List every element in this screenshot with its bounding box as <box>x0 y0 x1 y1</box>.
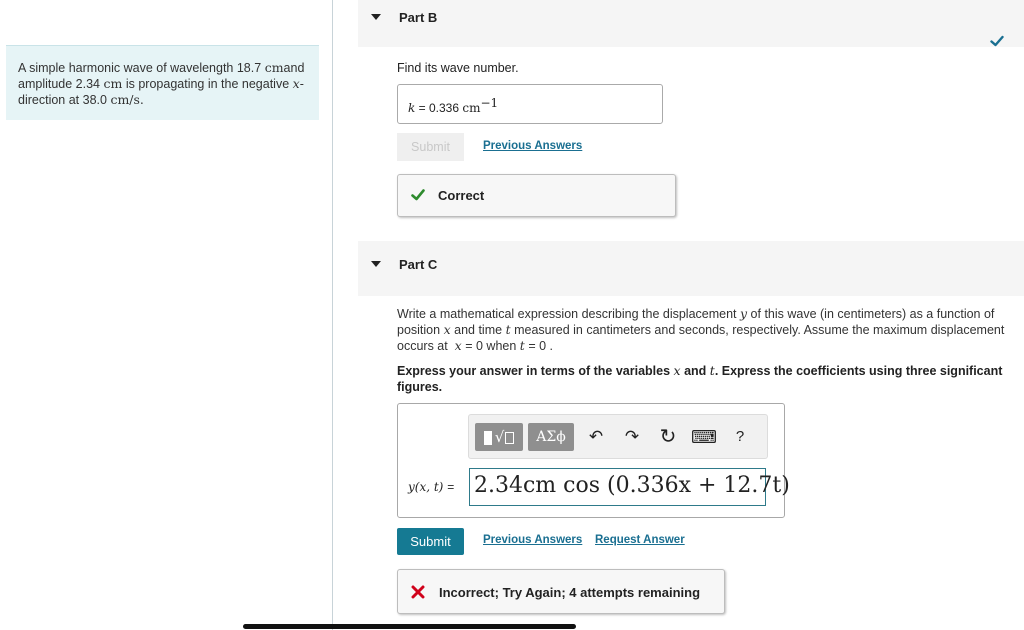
problem-unit: cm <box>264 60 284 75</box>
part-b-header[interactable] <box>358 0 1024 47</box>
equation-sign: = <box>447 480 455 494</box>
part-c-header[interactable] <box>358 241 1024 296</box>
prompt-var: x <box>443 322 451 337</box>
part-c-title: Part C <box>399 257 438 272</box>
redo-icon[interactable]: ↷ <box>624 427 640 446</box>
sqrt-icon: √ <box>494 428 505 446</box>
left-pane <box>0 0 333 630</box>
checkmark-icon <box>411 188 425 202</box>
prompt-var: x <box>454 338 462 353</box>
feedback-text: Incorrect; Try Again; 4 attempts remaining <box>439 585 701 600</box>
prompt-var: t <box>519 338 525 353</box>
problem-text: and amplitude 2.34 <box>18 61 305 91</box>
problem-text: is propagating in the negative <box>125 77 290 91</box>
templates-button[interactable] <box>475 423 523 451</box>
problem-unit: cm <box>103 76 123 91</box>
prompt-var: t <box>505 322 511 337</box>
problem-text: A simple harmonic wave of wavelength 18.7 <box>18 61 262 75</box>
feedback-text: Correct <box>438 188 485 203</box>
math-editor <box>397 403 790 518</box>
keyboard-icon[interactable]: ⌨ <box>691 427 717 447</box>
problem-unit: cm/s. <box>110 92 144 107</box>
prompt-text: and time <box>454 323 503 337</box>
part-b-feedback <box>397 174 676 217</box>
reset-icon[interactable]: ↻ <box>659 426 677 448</box>
part-b-previous-answers-link[interactable]: Previous Answers <box>483 140 583 152</box>
part-b-submit-button[interactable]: Submit <box>397 133 464 161</box>
home-indicator <box>243 624 576 629</box>
part-b-prompt: Find its wave number. <box>397 61 519 75</box>
prompt-text: = 0 when <box>465 339 517 353</box>
instr-var: t <box>709 363 715 378</box>
instr-text: and <box>684 364 707 378</box>
answer-unit: cm <box>462 101 481 115</box>
equation-label <box>408 480 454 494</box>
part-c-submit-button[interactable]: Submit <box>397 528 464 555</box>
equation-lhs: y(x, t) <box>408 480 444 494</box>
caret-down-icon[interactable] <box>371 14 381 20</box>
math-toolbar <box>468 414 768 459</box>
part-b-title: Part B <box>399 10 438 25</box>
undo-icon[interactable]: ↶ <box>588 427 604 446</box>
part-c-previous-answers-link[interactable]: Previous Answers <box>483 534 583 546</box>
instr-text: . Express the coefficients using three significant figures. <box>397 364 1003 394</box>
template-box-icon <box>505 432 514 444</box>
part-c-prompt <box>397 306 1019 354</box>
answer-value: 0.336 <box>428 101 460 115</box>
prompt-text: measured in cantimeters and seconds, respectively. Assume the maximum displacement occurs at <box>397 323 1005 353</box>
problem-statement <box>6 45 319 120</box>
part-c-feedback <box>397 569 725 614</box>
equation-input[interactable]: 2.34cm cos (0.336x + 12.7t) <box>469 468 766 506</box>
checkmark-icon <box>990 34 1004 48</box>
answer-variable: k <box>408 101 416 115</box>
template-block-icon <box>484 431 492 445</box>
prompt-text: = 0 . <box>528 339 553 353</box>
help-icon[interactable]: ? <box>735 428 745 445</box>
prompt-var: y <box>740 306 748 321</box>
instr-var: x <box>673 363 681 378</box>
part-c-instructions <box>397 363 1019 395</box>
answer-equals: = <box>418 101 426 115</box>
prompt-text: of this wave (in centimeters) as a function of position <box>397 307 995 337</box>
instr-text: Express your answer in terms of the variables <box>397 364 671 378</box>
problem-var: x <box>292 76 300 91</box>
caret-down-icon[interactable] <box>371 261 381 267</box>
request-answer-link[interactable]: Request Answer <box>595 534 685 546</box>
part-b-answer-field[interactable] <box>397 84 663 124</box>
x-icon <box>411 585 425 599</box>
prompt-text: Write a mathematical expression describing the displacement <box>397 307 737 321</box>
answer-exponent: −1 <box>480 96 499 110</box>
problem-text: -direction at 38.0 <box>18 77 304 107</box>
symbols-button[interactable]: ΑΣϕ <box>528 423 574 451</box>
